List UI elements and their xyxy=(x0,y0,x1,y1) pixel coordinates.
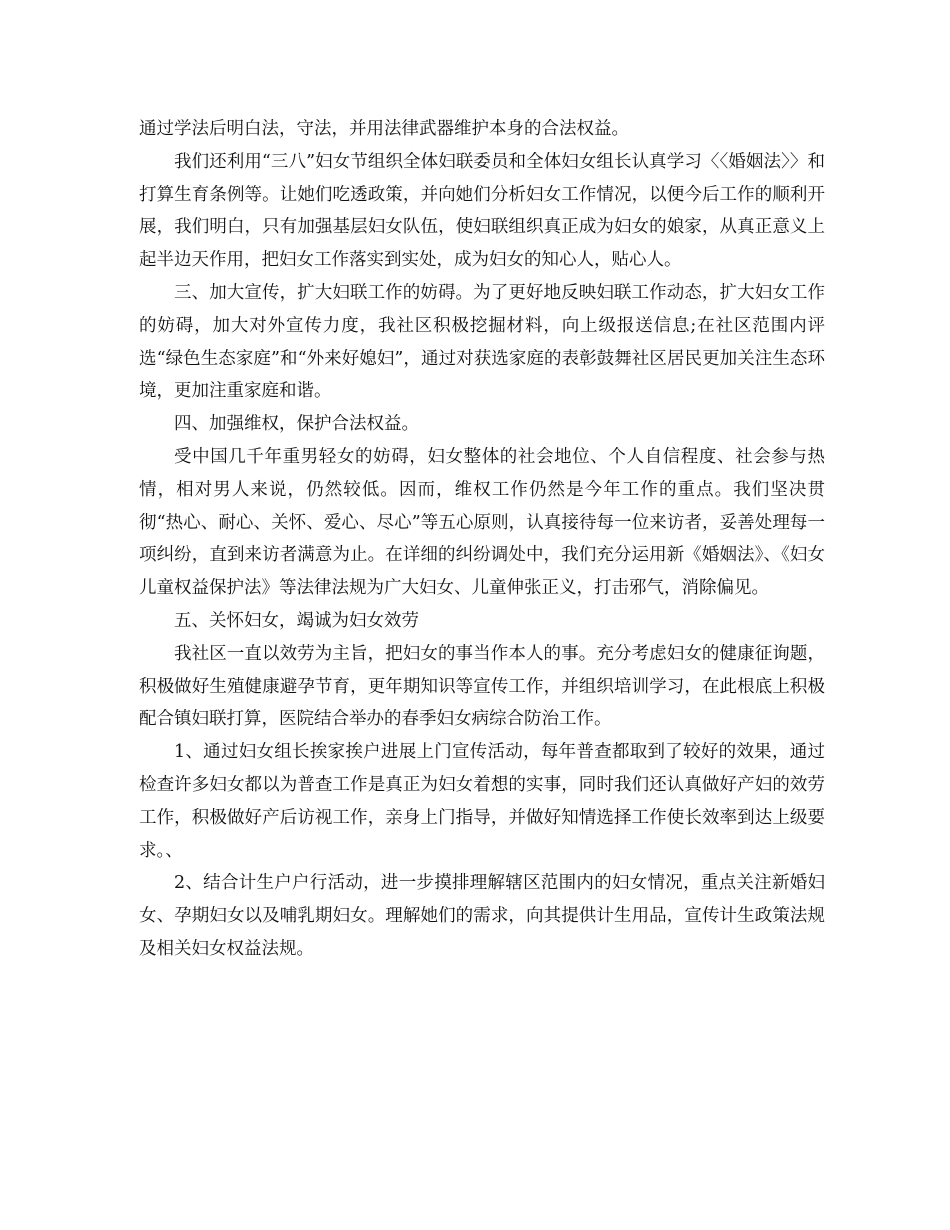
paragraph-study-marriage-law: 我们还利用“三八”妇女节组织全体妇联委员和全体妇女组长认真学习〈〈婚姻法〉〉和打算生育条例等。让她们吃透政策，并向她们分析妇女工作情况，以便今后工作的顺利开展，我们明白，只有加强基层妇女队伍，使妇联组织真正成为妇女的娘家，从真正意义上起半边天作用，把妇女工作落实到实处，成为妇女的知心人，贴心人。 xyxy=(139,151,825,271)
paragraph-rights-protection: 受中国几千年重男轻女的妨碍，妇女整体的社会地位、个人自信程度、社会参与热情，相对男人来说，仍然较低。因而，维权工作仍然是今年工作的重点。我们坚决贯彻“热心、耐心、关怀、爱心、尽心”等五心原则，认真接待每一位来访者，妥善处理每一项纠纷，直到来访者满意为止。在详细的纠纷调处中，我们充分运用新《婚姻法》、《妇女儿童权益保护法》等法律法规为广大妇女、儿童伸张正义，打击邪气，消除偏见。 xyxy=(139,446,825,599)
heading-section-5-care: 五、关怀妇女，竭诚为妇女效劳 xyxy=(174,610,419,631)
paragraph-item-2-household-visits: 2、结合计生户户行活动，进一步摸排理解辖区范围内的妇女情况，重点关注新婚妇女、孕期妇女以及哺乳期妇女。理解她们的需求，向其提供计生用品，宣传计生政策法规及相关妇女权益法规。 xyxy=(139,873,825,959)
paragraph-continuation: 通过学法后明白法，守法，并用法律武器维护本身的合法权益。 xyxy=(139,119,629,139)
heading-section-4-rights: 四、加强维权，保护合法权益。 xyxy=(174,414,419,435)
document-body xyxy=(139,113,825,966)
paragraph-item-1-door-to-door: 1、通过妇女组长挨家挨户进展上门宣传活动，每年普查都取到了较好的效果，通过检查许多妇女都以为普查工作是真正为妇女着想的实事，同时我们还认真做好产妇的效劳工作，积极做好产后访视工作，亲身上门指导，并做好知情选择工作使长效率到达上级要求。、 xyxy=(139,742,825,861)
paragraph-service-purpose: 我社区一直以效劳为主旨，把妇女的事当作本人的事。充分考虑妇女的健康征询题，积极做好生殖健康避孕节育，更年期知识等宣传工作，并组织培训学习，在此根底上积极配合镇妇联打算，医院结合举办的春季妇女病综合防治工作。 xyxy=(139,643,825,730)
paragraph-section-3-publicity: 三、加大宣传，扩大妇联工作的妨碍。为了更好地反映妇联工作动态，扩大妇女工作的妨碍，加大对外宣传力度，我社区积极挖掘材料，向上级报送信息;在社区范围内评选“绿色生态家庭”和“外来好媳妇”，通过对获选家庭的表彰鼓舞社区居民更加关注生态环境，更加注重家庭和谐。 xyxy=(139,282,825,402)
